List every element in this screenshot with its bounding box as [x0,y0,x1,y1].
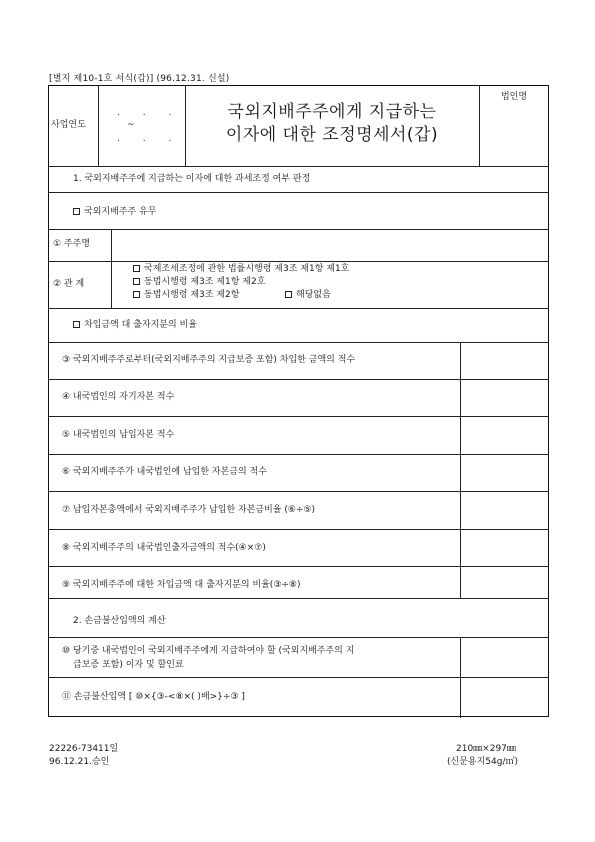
sub-existence-label: 국외지배주주 유무 [84,207,157,217]
item-10-value[interactable] [461,638,548,677]
item-4-label: ④ 내국법인의 자기자본 적수 [62,392,175,402]
checkbox-icon[interactable] [133,265,140,272]
item-9-label: ⑨ 국외지배주주에 대한 차입금액 대 출자지분의 비율(③÷⑧) [62,580,301,590]
item-8-value[interactable] [461,530,548,566]
item-7-label: ⑦ 납입자본총액에서 국외지배주주가 납입한 자본금비율 (⑥÷⑤) [62,505,316,515]
checkbox-icon[interactable] [285,291,292,298]
checkbox-icon[interactable] [133,291,140,298]
item-11-value[interactable] [461,678,548,716]
item-10-label-line1: ⑩ 당기중 내국법인이 국외지배주주에게 지급하여야 할 (국외지배주주의 지 [62,646,355,656]
form-frame [48,85,549,717]
sub-existence [73,207,156,218]
relation-option-2[interactable] [133,277,265,288]
form-header-note: [별지 제10-1호 서식(갑)] (96.12.31. 신설) [49,74,230,84]
corp-name-field[interactable] [480,102,548,165]
checkbox-icon[interactable] [133,278,140,285]
item-8-label: ⑧ 국외지배주주의 내국법인출자금액의 적수(④×⑦) [62,543,266,553]
sub-ratio-label: 차입금액 대 출자지분의 비율 [84,320,197,330]
relation-option-1-label: 국제조세조정에 관한 법률시행령 제3조 제1항 제1호 [144,264,350,274]
footer-approval: 96.12.21.승인 [49,757,110,767]
item-10-label-line2: 급보증 포함) 이자 및 할인료 [73,660,184,670]
form-title-line1: 국외지배주주에게 지급하는 [227,102,437,122]
shareholder-name-label: ① 주주명 [53,239,91,249]
relation-option-none-label: 해당없음 [296,290,331,300]
relation-option-3-label: 동법시행령 제3조 제2항 [144,290,240,300]
relation-option-1[interactable] [133,264,349,275]
business-year-separator: ~ [127,120,135,130]
relation-option-2-label: 동법시행령 제3조 제1항 제2호 [144,277,266,287]
item-3-value[interactable] [461,343,548,379]
relation-option-none[interactable] [285,290,331,301]
business-year-label: 사업연도 [51,120,86,130]
relation-option-3[interactable] [133,290,239,301]
item-11-label: ⑪ 손금불산입액 [ ⑩×{③-<⑧×( )배>}÷③ ] [62,692,245,702]
section1-heading: 1. 국외지배주주에 지급하는 이자에 대한 과세조정 여부 판정 [73,174,311,184]
relation-label: ② 관 계 [53,279,85,289]
footer-code: 22226-73411일 [49,744,119,754]
item-4-value[interactable] [461,380,548,416]
item-7-value[interactable] [461,492,548,529]
corp-name-label: 법인명 [500,92,528,102]
checkbox-icon[interactable] [73,208,80,215]
item-3-label: ③ 국외지배주주로부터(국외지배주주의 지급보증 포함) 차입한 금액의 적수 [62,355,356,365]
item-6-label: ⑥ 국외지배주주가 내국법인에 납입한 자본금의 적수 [62,467,267,477]
footer-paper: (신문용지54g/㎡) [447,757,518,767]
shareholder-name-field[interactable] [112,230,548,261]
item-9-value[interactable] [461,567,548,598]
item-6-value[interactable] [461,455,548,491]
section2-heading: 2. 손금불산입액의 계산 [73,616,166,626]
business-year-start-field[interactable]: . . . [117,108,182,118]
item-5-label: ⑤ 내국법인의 납입자본 적수 [62,430,175,440]
checkbox-icon[interactable] [73,321,80,328]
form-title-line2: 이자에 대한 조정명세서(갑) [225,125,439,145]
business-year-end-field[interactable]: . . . [117,134,182,144]
item-5-value[interactable] [461,417,548,454]
footer-size: 210㎜×297㎜ [456,744,516,754]
sub-ratio [73,320,197,331]
